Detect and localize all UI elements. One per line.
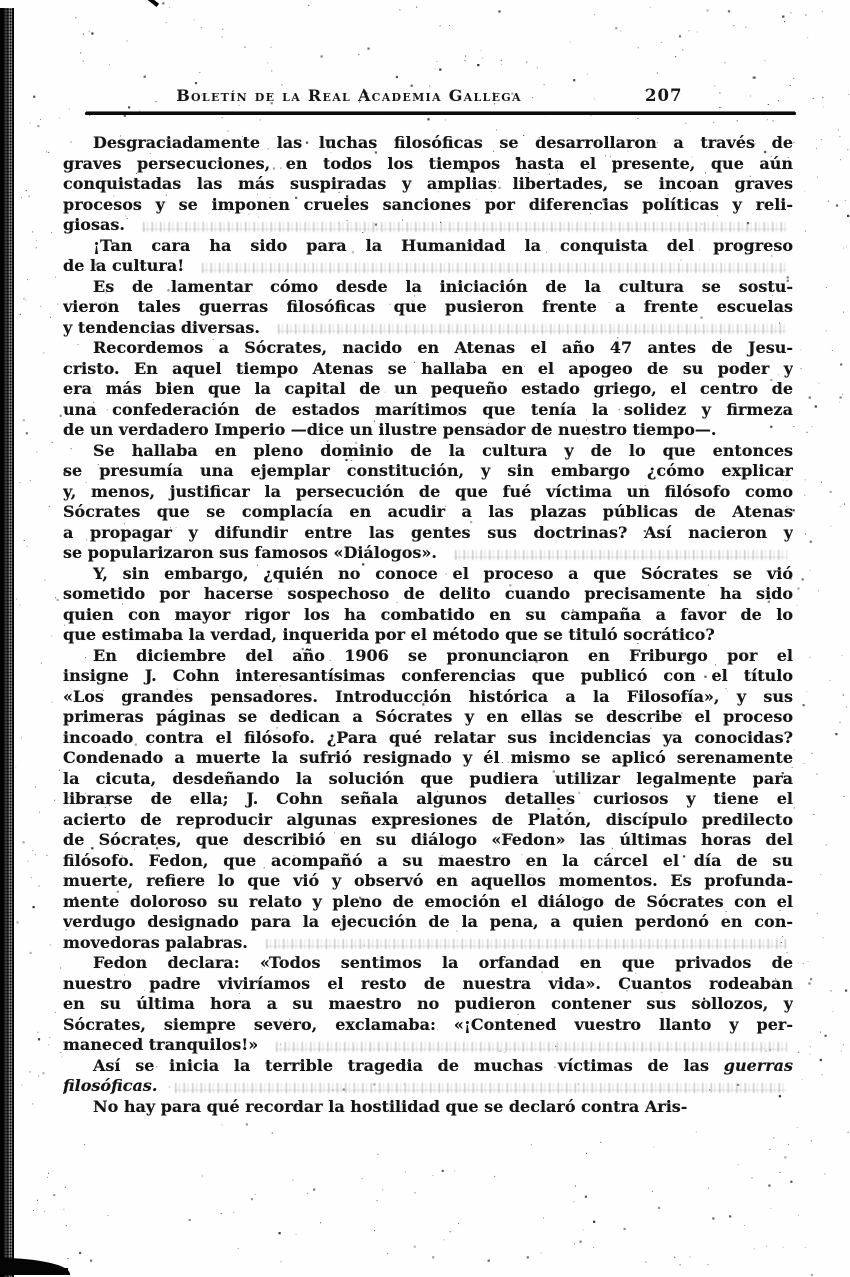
text-line — [63, 133, 793, 154]
text-segment: quien con mayor rigor los ha combatido en su campaña a favor de lo — [63, 604, 793, 624]
bleedthrough-ghost-strip — [276, 1042, 787, 1052]
text-line — [63, 892, 793, 913]
text-line — [63, 933, 793, 954]
text-segment: en su última hora a su maestro no pudieron contener sus sollozos, y — [63, 994, 793, 1013]
paragraph — [63, 1056, 793, 1097]
bleedthrough-ghost-strip — [278, 324, 787, 334]
running-header-title: Boletín de la Real Academia Gallega — [176, 86, 522, 105]
text-line — [63, 584, 793, 605]
text-line — [63, 851, 793, 872]
text-segment: filosóficas. — [63, 1076, 158, 1095]
text-line — [63, 256, 793, 277]
text-line — [63, 1015, 793, 1036]
paragraph — [63, 953, 793, 1056]
text-segment: de un verdadero Imperio —dice un ilustre pensador de nuestro tiempo—. — [63, 420, 717, 439]
text-segment: vieron tales guerras filosóficas que pusieron frente a frente escuelas — [63, 297, 793, 316]
text-segment: de Sócrates, que describió en su diálogo «Fedon» las últimas horas del — [63, 830, 793, 849]
text-segment: muerte, refiere lo que vió y observó en aquellos momentos. Es profunda- — [63, 871, 793, 890]
text-segment: Sócrates que se complacía en acudir a las plazas públicas de Atenas — [63, 502, 793, 521]
text-line — [63, 502, 793, 523]
text-line — [63, 687, 793, 708]
text-line — [63, 482, 793, 503]
text-segment: una confederación de estados marítimos que tenía la solidez y firmeza — [63, 399, 793, 419]
text-segment: Fedon declara: «Todos sentimos la orfandad en que privados de — [93, 953, 793, 972]
text-line — [63, 215, 793, 236]
text-segment: que estimaba la verdad, inquerida por el método que se tituló socrático? — [63, 625, 715, 644]
bleedthrough-ghost-strip — [266, 939, 787, 949]
text-segment: graves persecuciones, en todos los tiempos hasta el presente, que aún — [63, 153, 793, 173]
text-line — [63, 564, 793, 585]
text-line — [63, 748, 793, 769]
text-line — [63, 871, 793, 892]
text-line — [63, 379, 793, 400]
text-segment: Y, sin embargo, ¿quién no conoce el proceso a que Sócrates se vió — [93, 563, 793, 583]
scan-noise-layer — [0, 0, 1, 1]
bleedthrough-ghost-strip — [202, 263, 787, 273]
text-segment: Desgraciadamente las luchas filosóficas se desarrollaron a través de — [93, 133, 793, 152]
text-segment: insigne J. Cohn interesantísimas conferencias que publicó con el título — [63, 666, 793, 685]
text-segment: la cicuta, desdeñando la solución que pudiera utilizar legalmente para — [63, 768, 793, 788]
text-line — [63, 1035, 793, 1056]
text-segment: No hay para qué recordar la hostilidad que se declaró contra Aris- — [93, 1096, 688, 1116]
text-line — [63, 236, 793, 257]
text-line — [63, 1097, 793, 1118]
text-segment: se popularizaron sus famosos «Diálogos». — [63, 543, 437, 562]
text-line — [63, 953, 793, 974]
paragraph — [63, 338, 793, 441]
text-segment: Es de lamentar cómo desde la iniciación de la cultura se sostu- — [93, 276, 793, 296]
paragraph — [63, 441, 793, 564]
text-segment: Así se inicia la terrible tragedia de muchas víctimas de las — [93, 1055, 724, 1075]
text-line — [63, 605, 793, 626]
text-segment: maneced tranquilos!» — [63, 1035, 259, 1054]
text-line — [63, 1076, 793, 1097]
text-line — [63, 154, 793, 175]
text-segment: movedoras palabras. — [63, 932, 248, 952]
text-segment: y, menos, justificar la persecución de que fué víctima un filósofo como — [63, 481, 793, 501]
text-line — [63, 441, 793, 462]
text-line — [63, 543, 793, 564]
header-rule — [85, 112, 796, 115]
scan-top-mark — [148, 0, 159, 7]
page-number: 207 — [645, 86, 683, 105]
body-text — [63, 133, 793, 1117]
text-line — [63, 707, 793, 728]
scanner-edge-bar — [0, 8, 14, 1277]
text-line — [63, 318, 793, 339]
text-line — [63, 789, 793, 810]
text-line — [63, 912, 793, 933]
text-line — [63, 297, 793, 318]
text-segment: nuestro padre viviríamos el resto de nuestra vida». Cuantos rodeaban — [63, 973, 793, 993]
text-line — [63, 174, 793, 195]
text-line — [63, 1056, 793, 1077]
text-line — [63, 974, 793, 995]
paragraph — [63, 564, 793, 646]
text-segment: y tendencias diversas. — [63, 317, 260, 337]
text-segment: giosas. — [63, 215, 125, 234]
text-segment: sometido por hacerse sospechoso de delito cuando precisamente ha sido — [63, 584, 793, 603]
text-segment: ¡Tan cara ha sido para la Humanidad la conquista del progreso — [93, 235, 793, 255]
text-segment: librarse de ella; J. Cohn señala algunos detalles curiosos y tiene el — [63, 789, 793, 808]
text-line — [63, 359, 793, 380]
scanner-bottom-strip — [0, 1268, 68, 1275]
text-segment: acierto de reproducir algunas expresiones de Platón, discípulo predilecto — [63, 809, 793, 829]
text-segment: guerras — [723, 1055, 793, 1075]
text-segment: verdugo designado para la ejecución de la pena, a quien perdonó en con- — [63, 912, 793, 931]
text-segment: primeras páginas se dedican a Sócrates y en ellas se describe el proceso — [63, 707, 793, 726]
paragraph — [63, 277, 793, 339]
text-line — [63, 728, 793, 749]
text-segment: incoado contra el filósofo. ¿Para qué relatar sus incidencias ya conocidas? — [63, 727, 793, 747]
text-segment: «Los grandes pensadores. Introducción histórica a la Filosofía», y sus — [63, 686, 793, 706]
text-segment: se presumía una ejemplar constitución, y sin embargo ¿cómo explicar — [63, 461, 793, 480]
text-line — [63, 666, 793, 687]
text-segment: Condenado a muerte la sufrió resignado y él mismo se aplicó serenamente — [63, 748, 793, 767]
text-line — [63, 400, 793, 421]
paragraph — [63, 1097, 793, 1118]
text-line — [63, 830, 793, 851]
text-segment: mente doloroso su relato y pleno de emoción el diálogo de Sócrates con el — [63, 891, 793, 911]
text-segment: cristo. En aquel tiempo Atenas se hallaba en el apogeo de su poder y — [63, 358, 793, 378]
paragraph — [63, 133, 793, 236]
text-line — [63, 523, 793, 544]
text-segment: En diciembre del año 1906 se pronunciaron en Friburgo por el — [93, 645, 793, 665]
text-line — [63, 994, 793, 1015]
text-segment: de la cultura! — [63, 256, 185, 275]
bleedthrough-ghost-strip — [143, 222, 787, 232]
text-segment: procesos y se imponen crueles sanciones por diferencias políticas y reli- — [63, 194, 793, 214]
bleedthrough-ghost-strip — [455, 550, 787, 560]
text-line — [63, 420, 793, 441]
text-segment: Sócrates, siempre severo, exclamaba: «¡Contened vuestro llanto y per- — [63, 1014, 793, 1034]
paragraph — [63, 236, 793, 277]
text-line — [63, 646, 793, 667]
text-line — [63, 625, 793, 646]
text-line — [63, 461, 793, 482]
text-segment: Recordemos a Sócrates, nacido en Atenas el año 47 antes de Jesu- — [93, 338, 793, 357]
text-segment: filósofo. Fedon, que acompañó a su maestro en la cárcel el día de su — [63, 850, 793, 870]
text-segment: era más bien que la capital de un pequeño estado griego, el centro de — [63, 379, 793, 398]
bleedthrough-ghost-strip — [175, 1083, 787, 1093]
text-line — [63, 810, 793, 831]
paragraph — [63, 646, 793, 954]
text-segment: conquistadas las más suspiradas y amplias libertades, se incoan graves — [63, 174, 793, 193]
text-line — [63, 277, 793, 298]
text-segment: Se hallaba en pleno dominio de la cultura y de lo que entonces — [93, 440, 793, 460]
text-line — [63, 769, 793, 790]
text-line — [63, 195, 793, 216]
text-segment: a propagar y difundir entre las gentes sus doctrinas? Así nacieron y — [63, 522, 793, 542]
text-line — [63, 338, 793, 359]
